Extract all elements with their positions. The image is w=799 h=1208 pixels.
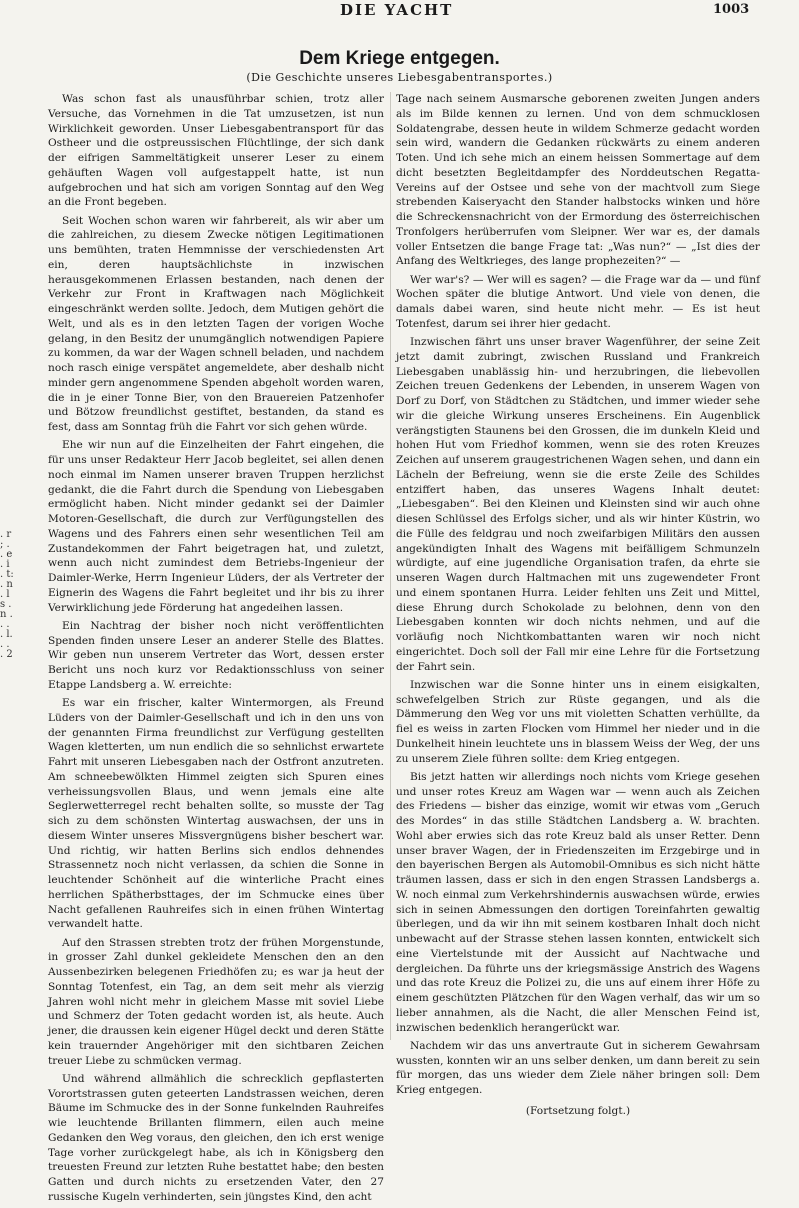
paragraph: Wer war's? — Wer will es sagen? — die Frage war da — und fünf Wochen später die blutige Antwort. Und viele von denen, die damals dabei waren, sind heute nicht mehr. — Es ist heut Totenfest, darum sei ihrer hier gedacht.: [396, 273, 760, 330]
running-header: [0, 0, 799, 18]
running-title: DIE YACHT: [340, 1, 454, 19]
paragraph: Inzwischen war die Sonne hinter uns in einem eisigkalten, schwefelgelben Strich zur Rüste gegangen, und als die Dämmerung den Weg vor uns mit violetten Schatten verhüllte, da fiel es weiss in zarten Flocken vom Himmel her nieder und in die Dunkelheit hinein leuchtete uns in blassem Weiss der Weg, der uns zu unserem Ziele führen sollte: dem Krieg entgegen.: [396, 678, 760, 765]
paragraph: Bis jetzt hatten wir allerdings noch nichts vom Kriege gesehen und unser rotes Kreuz am Wagen war — wenn auch als Zeichen des Friedens — bisher das einzige, womit wir etwas vom „Geruch des Mordes“ in das stille Städtchen Landsberg a. W. brachten. Wohl aber erwies sich das rote Kreuz bald als unser Retter. Denn unser braver Wagen, der in Friedenszeiten im Erzgebirge und in den bayerischen Bergen als Automobil-Omnibus es sich nicht hätte träumen lassen, dass er sich in den engen Strassen Landsbergs a. W. noch einmal zum Verkehrshindernis auswachsen würde, erwies sich in seinen Abmessungen den dortigen Toreinfahrten gewaltig überlegen, und da wir ihn mit seinem kostbaren Inhalt doch nicht unbewacht auf der Strasse stehen lassen konnten, entwickelt sich eine Viertelstunde mit der Aussicht auf Nachtwache und dergleichen. Da führte uns der kriegsmässige Anstrich des Wagens und das rote Kreuz die Polizei zu, die uns auf einem ihrer Höfe zu einem geschützten Plätzchen für den Wagen verhalf, das wir um so lieber annahmen, als die Nacht, die aller Menschen Feind ist, inzwischen bedenklich herangerückt war.: [396, 770, 760, 1034]
paragraph: Seit Wochen schon waren wir fahrbereit, als wir aber um die zahlreichen, zu diesem Zwecke nötigen Legitimationen uns bemühten, traten Hemmnisse der verschiedensten Art ein, deren hauptsächlichste in inzwischen herausgekommenen Erlassen bestanden, nach denen der Verkehr zur Front in Kraftwagen nach Möglichkeit eingeschränkt werden sollte. Jedoch, dem Mutigen gehört die Welt, und als es in den letzten Tagen der vorigen Woche gelang, in den Besitz der unumgänglich notwendigen Papiere zu kommen, da war der Wagen schnell beladen, und nachdem noch rasch einige verspätet angemeldete, aber deshalb nicht minder gern angenommene Spenden abgeholt worden waren, die in je einer Tonne Bier, von den Brauereien Patzenhofer und Bötzow freundlichst gestiftet, bestanden, da stand es fest, dass am Sonntag früh die Fahrt vor sich gehen würde.: [48, 214, 384, 433]
paragraph: Auf den Strassen strebten trotz der frühen Morgenstunde, in grosser Zahl dunkel gekleidete Menschen den an den Aussenbezirken belegenen Friedhöfen zu; es war ja heut der Sonntag Totenfest, ein Tag, an dem seit mehr als vierzig Jahren wohl nicht mehr in gleichem Masse mit soviel Liebe und Schmerz der Toten gedacht worden ist, als heute. Auch jener, die draussen kein eigener Hügel deckt und deren Stätte kein trauernder Angehöriger mit den sichtbaren Zeichen treuer Liebe zu schmücken vermag.: [48, 936, 384, 1067]
paragraph: Tage nach seinem Ausmarsche geborenen zweiten Jungen anders als im Bilde kennen zu lernen. Und von dem schmucklosen Soldatengrabe, dessen heute in wildem Schmerze gedacht worden sein wird, wandern die Gedanken rückwärts zu einem anderen Toten. Und ich sehe mich an einem heissen Sommertage auf dem dicht besetzten Begleitdampfer des Norddeutschen Regatta-Vereins auf der Ostsee und sehe von der machtvoll zum Siege strebenden Kaiseryacht den Stander halbstocks winken und höre die Schreckensnachricht von der Ermordung des österreichischen Tronfolgers herüberrufen vom Sleipner. Wer war es, der damals voller Entsetzen die bange Frage tat: „Was nun?“ — „Ist dies der Anfang des Weltkrieges, des lange prophezeiten?“ —: [396, 93, 760, 268]
article-title: Dem Kriege entgegen.: [299, 48, 500, 69]
page-number: 1003: [713, 2, 750, 17]
paragraph: Ehe wir nun auf die Einzelheiten der Fahrt eingehen, die für uns unser Redakteur Herr Jacob begleitet, sei allen denen noch einmal im Namen unserer braven Truppen herzlichst gedankt, die die Fahrt durch die Spendung von Liebesgaben ermöglicht haben. Nicht minder gedankt sei der Daimler Motoren-Gesellschaft, die durch zur Verfügungstellen des Wagens und des Fahrers einen sehr wesentlichen Teil am Zustandekommen der Fahrt beigetragen hat, und zuletzt, wenn auch nicht zumindest dem Betriebs-Ingenieur der Daimler-Werke, Herrn Ingenieur Lüders, der als Vertreter der Eignerin des Wagens die Fahrt begleitet und ihr bis zu ihrer Verwirklichung jede Förderung hat angedeihen lassen.: [48, 439, 384, 614]
paragraph: Es war ein frischer, kalter Wintermorgen, als Freund Lüders von der Daimler-Gesellschaft und ich in den uns von der genannten Firma freundlichst zur Verfügung gestellten Wagen kletterten, um nun endlich die so sehnlichst erwartete Fahrt mit unseren Liebesgaben nach der Ostfront anzutreten. Am schneebewölkten Himmel zeigten sich Spuren eines verheissungsvollen Blaus, und wenn jemals eine alte Seglerwetterregel recht behalten sollte, so musste der Tag sich zu dem schönsten Wintertag auswachsen, der uns in diesem Winter unseres Missvergnügens bisher beschert war. Und richtig, wir hatten Berlins sich endlos dehnendes Strassennetz noch nicht verlassen, da schien die Sonne in leuchtender Schönheit auf die winterliche Pracht eines herrlichen Spätherbsttages, der im Schmucke eines über Nacht gefallenen Rauhreifes sich in einen frühen Wintertag verwandelt hatte.: [48, 697, 384, 931]
paragraph: Und während allmählich die schrecklich gepflasterten Vorortstrassen guten geteerten Landstrassen weichen, deren Bäume im Schmucke des in der Sonne funkelnden Rauhreifes wie leuchtende Brillanten flimmern, eilen auch meine Gedanken den Weg voraus, den gleichen, den ich erst wenige Tage vorher zurückgelegt habe, als ich in Königsberg den treuesten Freund zur letzten Ruhe bestattet habe; den besten Gatten und durch nichts zu ersetzenden Vater, den 27 russische Kugeln verhinderten, sein jüngstes Kind, den acht: [48, 1072, 384, 1203]
paragraph: Was schon fast als unausführbar schien, trotz aller Versuche, das Vornehmen in die Tat umzusetzen, ist nun Wirklichkeit geworden. Unser Liebesgabentransport für das Ostheer und die ostpreussischen Flüchtlinge, der sich dank der eifrigen Sammeltätigkeit unserer Leser zu einem gehäuften Wagen voll aufgestappelt hatte, ist nun aufgebrochen und hat sich am vorigen Sonntag auf den Weg an die Front begeben.: [48, 93, 384, 209]
gutter-text: . r ; . . e . i . t: . n . l s . n . . . . l. . . . 2: [0, 529, 14, 660]
paragraph: Ein Nachtrag der bisher noch nicht veröffentlichten Spenden finden unsere Leser an anderer Stelle des Blattes. Wir geben nun unserem Vertreter das Wort, dessen erster Bericht uns noch kurz vor Redaktionsschluss von seiner Etappe Landsberg a. W. erreichte:: [48, 619, 384, 691]
article-subtitle: (Die Geschichte unseres Liebesgabentransportes.): [246, 71, 553, 84]
left-column: [48, 92, 384, 1208]
right-column: [396, 92, 760, 1122]
continuation-note: (Fortsetzung folgt.): [525, 1104, 631, 1117]
paragraph: Nachdem wir das uns anvertraute Gut in sicherem Gewahrsam wussten, konnten wir an uns selber denken, um dann bereit zu sein für morgen, das uns wieder dem Ziele näher bringen soll: Dem Krieg entgegen.: [396, 1039, 760, 1096]
column-divider: [390, 92, 391, 1040]
paragraph: Inzwischen fährt uns unser braver Wagenführer, der seine Zeit jetzt damit zubringt, zwischen Russland und Frankreich Liebesgaben unablässig hin- und herzubringen, die liebevollen Zeichen treuen Gedenkens der Lebenden, in unserem Wagen von Dorf zu Dorf, von Städtchen zu Städtchen, und immer wieder sehe wir die gleiche Wirkung unseres Erscheinens. Ein Augenblick verängstigten Staunens bei den Grossen, die im dunkeln Kleid und hohen Hut vom Friedhof kommen, wenn sie des roten Kreuzes Zeichen auf unserem graugestrichenen Wagen sehen, und dann ein Lächeln der Befreiung, wenn sie die erste Zeile des Schildes entziffert haben, das unseres Wagens Inhalt deutet: „Liebesgaben“. Bei den Kleinen und Kleinsten sind wir auch ohne diesen Schlüssel des Erfolgs sicher, und als wir hinter Küstrin, wo die Fülle des feldgrau und noch zweifarbigen Militärs den aussen angekündigten Inhalt des Wagens mit beifälligem Schmunzeln würdigte, auf eine jugendliche Organisation trafen, da ehrte sie unseren Wagen durch Haltmachen mit uns zugewendeter Front und einem spontanen Hurra. Leider fehlten uns Zeit und Mittel, diese Ehrung durch Schokolade zu belohnen, denn von den Liebesgaben konnten wir doch nichts nehmen, und auf die vorläufig noch Nichtkombattanten waren wir noch nicht eingerichtet. Doch soll der Fall mir eine Lehre für die Fortsetzung der Fahrt sein.: [396, 336, 760, 673]
